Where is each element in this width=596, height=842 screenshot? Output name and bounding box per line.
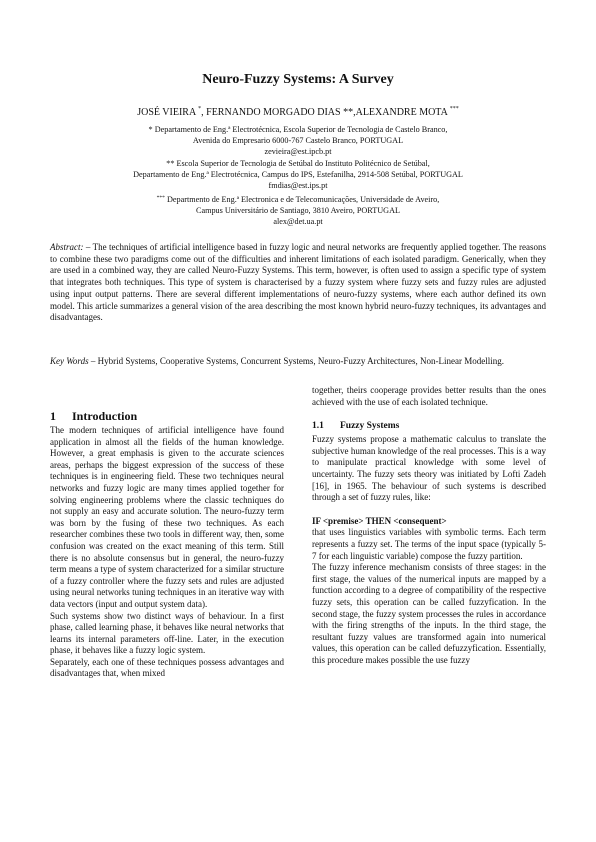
section-1-heading bbox=[50, 409, 284, 423]
author-line bbox=[0, 106, 596, 118]
section-1-1-heading bbox=[312, 420, 546, 432]
fuzzy-paragraph-2: that uses linguistics variables with symbolic terms. Each term represents a fuzzy set. The terms of the input space (typically 5-7 for each linguistic variable) compose the fuzzy partition. bbox=[312, 527, 546, 561]
fuzzy-paragraph-3: The fuzzy inference mechanism consists of three stages: in the first stage, the values of the numerical inputs are mapped by a function according to a degree of compatibility of the respective fuzzy sets, this operation can be called fuzzyfication. In the second stage, the fuzzy system processes the rules in accordance with the firing strengths of the inputs. In the third stage, the resultant fuzzy values are transformed again into numerical values, this operation can be called defuzzyfication. Essentially, this procedure makes possible the use fuzzy bbox=[312, 562, 546, 665]
paper-title: Neuro-Fuzzy Systems: A Survey bbox=[202, 72, 394, 87]
fuzzy-rule-example: IF <premise> THEN <consequent> bbox=[312, 515, 447, 526]
intro-paragraph-2: Such systems show two distinct ways of behaviour. In a first phase, called learning phase, it behaves like neural networks that learns its internal parameters off-line. Later, in the execution phase, it behaves like a fuzzy logic system. bbox=[50, 610, 284, 656]
affiliation-2-email: fmdias@est.ips.pt bbox=[268, 181, 328, 191]
abstract-label: Abstract: bbox=[50, 242, 84, 252]
affiliation-3-line-2: Campus Universitário de Santiago, 3810 Aveiro, PORTUGAL bbox=[195, 206, 401, 216]
section-1-title: Introduction bbox=[72, 409, 138, 423]
keywords bbox=[50, 356, 546, 368]
affiliation-3-email: alex@det.ua.pt bbox=[273, 217, 323, 227]
author-1: JOSÉ VIEIRA bbox=[137, 107, 199, 118]
affiliation-3 bbox=[40, 193, 556, 228]
affiliation-3-mark: *** bbox=[156, 195, 165, 201]
affiliation-1-email: zevieira@est.ipcb.pt bbox=[264, 147, 332, 157]
affiliation-1-line-1: * Departamento de Eng.ª Electrotécnica, Escola Superior de Tecnologia de Castelo Branco, bbox=[148, 125, 448, 134]
section-1-1-title: Fuzzy Systems bbox=[340, 421, 400, 432]
affiliation-1 bbox=[40, 124, 556, 158]
spacer bbox=[312, 504, 546, 516]
author-3-mark: *** bbox=[449, 106, 459, 112]
intro-paragraph-3: Separately, each one of these techniques possess advantages and disadvantages that, when mixed bbox=[50, 656, 284, 679]
affiliation-2-line-1: ** Escola Superior de Tecnologia de Setúbal do Instituto Politécnico de Setúbal, bbox=[166, 159, 430, 168]
affiliation-1-line-2: Avenida do Empresario 6000-767 Castelo Branco, PORTUGAL bbox=[192, 136, 404, 146]
intro-paragraph-1: The modern techniques of artificial intelligence have found application in almost all the fields of the human knowledge. However, a great emphasis is given to the accurate sciences areas, perhaps the biggest expression of the success of these techniques is in engineering field. These two techniques neural networks and fuzzy logic are many times applied together for solving engineering problems where the classic techniques do not supply an easy and accurate solution. The neuro-fuzzy term was born by the fusing of these two techniques. As each researcher combines these two tools in different way, then, some confusion was created on the exact meaning of this term. Still there is no absolute consensus but in general, the neuro-fuzzy term means a type of system characterized for a similar structure of a fuzzy controller where the fuzzy sets and rules are adjusted using neural networks tuning techniques in an iterative way with data vectors (input and output system data). bbox=[50, 425, 284, 609]
authors-2-3: , FERNANDO MORGADO DIAS **,ALEXANDRE MOTA bbox=[201, 107, 450, 118]
section-1-number: 1 bbox=[50, 409, 56, 423]
abstract bbox=[50, 242, 546, 324]
affiliation-2-line-2: Departamento de Eng.ª Electrotécnica, Campus do IPS, Estefanilha, 2914-508 Setúbal, PORTUGAL bbox=[133, 170, 463, 180]
author-1-mark: * bbox=[198, 106, 202, 112]
intro-continuation: together, theirs cooperage provides better results than the ones achieved with the use of each isolated technique. bbox=[312, 385, 546, 407]
spacer bbox=[312, 408, 546, 420]
section-1-1-number: 1.1 bbox=[312, 421, 324, 432]
affiliation-2 bbox=[40, 158, 556, 192]
keywords-label: Key Words bbox=[50, 356, 89, 366]
keywords-text: – Hybrid Systems, Cooperative Systems, Concurrent Systems, Neuro-Fuzzy Architectures, Non-Linear Modelling. bbox=[88, 356, 505, 366]
affiliation-3-line-1: *** Departmento de Eng.ª Electronica e de Telecomunicações, Universidade de Aveiro, bbox=[156, 195, 440, 204]
right-column bbox=[312, 385, 546, 666]
fuzzy-paragraph-1: Fuzzy systems propose a mathematic calculus to translate the subjective human knowledge of the real processes. This is a way to manipulate practical knowledge with some level of uncertainty. The fuzzy sets theory was initiated by Lofti Zadeh [16], in 1965. The behaviour of such systems is described through a set of fuzzy rules, like: bbox=[312, 434, 546, 503]
left-column bbox=[50, 409, 284, 680]
abstract-text: – The techniques of artificial intelligence based in fuzzy logic and neural networks are frequently applied together. The reasons to combine these two paradigms come out of the difficulties and inherent limitations of each isolated paradigm. Generically, when they are used in a combined way, they are called Neuro-Fuzzy Systems. This term, however, is often used to assign a specific type of system that integrates both techniques. This type of system is characterised by a fuzzy system where fuzzy sets and fuzzy rules are adjusted using input output patterns. There are several different implementations of neuro-fuzzy systems, where each author defined its own model. This article summarizes a general vision of the area describing the most known hybrid neuro-fuzzy techniques, its advantages and disadvantages. bbox=[50, 242, 546, 323]
